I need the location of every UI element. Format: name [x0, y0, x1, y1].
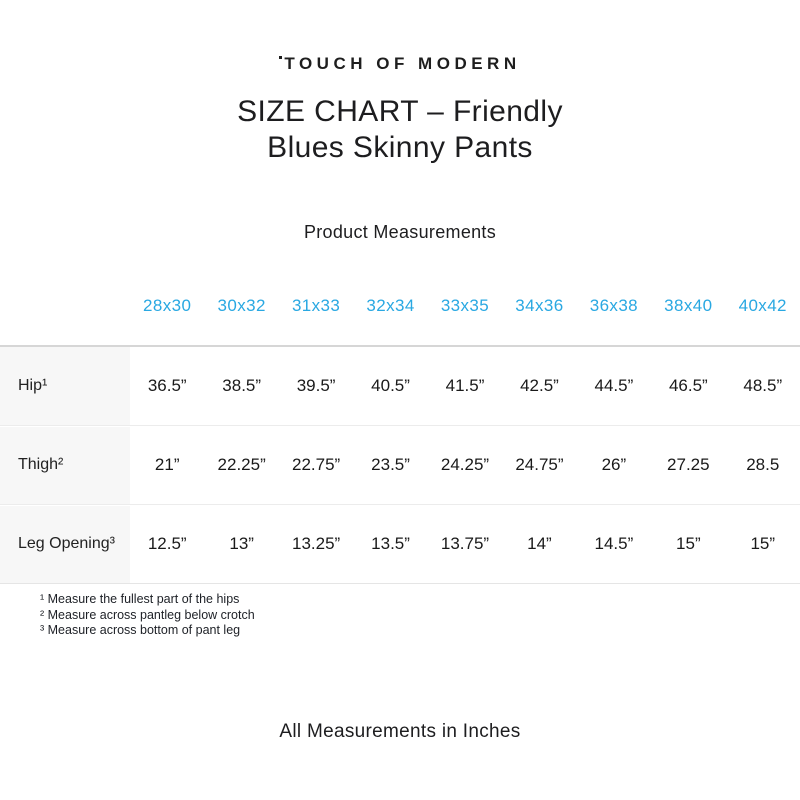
units-note: All Measurements in Inches	[279, 720, 521, 742]
size-chart-page	[0, 54, 800, 800]
measurement-cell: 13.5”	[371, 534, 410, 553]
measurement-cell: 42.5”	[520, 376, 559, 395]
table-subtitle: Product Measurements	[303, 222, 497, 242]
size-column-header-28x30: 28x30	[143, 296, 192, 315]
page-title-line2: Blues Skinny Pants	[267, 131, 533, 164]
footnote-hip: ¹ Measure the fullest part of the hips	[40, 592, 240, 606]
row-label-hip: Hip¹	[0, 347, 130, 425]
logo-tick-icon	[279, 56, 282, 59]
size-column-header-36x38: 36x38	[589, 296, 639, 315]
measurement-cell: 13.75”	[440, 534, 490, 553]
measurement-cell: 48.5”	[743, 376, 783, 395]
size-column-header-34x36: 34x36	[515, 296, 564, 315]
size-column-header-32x34: 32x34	[366, 296, 415, 315]
size-column-header-38x40: 38x40	[664, 296, 713, 315]
brand-logo	[0, 54, 800, 74]
measurement-cell: 13”	[229, 534, 254, 553]
measurement-cell: 46.5”	[668, 376, 708, 395]
table-row-leg-opening	[0, 504, 800, 583]
measurement-cell: 22.25”	[217, 455, 266, 474]
measurement-cell: 24.25”	[440, 455, 490, 474]
measurement-cell: 15”	[676, 534, 701, 553]
measurement-cell: 14.5”	[594, 534, 634, 553]
size-column-header-30x32: 30x32	[217, 296, 266, 315]
measurement-cell: 38.5”	[222, 376, 262, 395]
measurement-cell: 28.5	[746, 455, 780, 474]
measurement-cell: 22.75”	[292, 455, 341, 474]
table-row-thigh	[0, 425, 800, 504]
measurement-cell: 14”	[527, 534, 552, 553]
measurement-cell: 26”	[601, 455, 627, 474]
page-title	[190, 94, 610, 166]
measurement-cell: 24.75”	[515, 455, 564, 474]
size-column-header-33x35: 33x35	[440, 296, 490, 315]
measurement-cell: 12.5”	[147, 534, 187, 553]
measurement-cell: 39.5”	[296, 376, 336, 395]
size-table	[0, 295, 800, 584]
measurement-cell: 40.5”	[371, 376, 410, 395]
measurement-cell: 27.25	[667, 455, 710, 474]
measurement-cell: 15”	[750, 534, 776, 553]
size-header-row	[0, 295, 800, 317]
measurement-cell: 44.5”	[594, 376, 634, 395]
footnote-leg-opening: ³ Measure across bottom of pant leg	[40, 623, 241, 637]
measurement-cell: 41.5”	[445, 376, 485, 395]
measurement-cell: 21”	[154, 455, 180, 474]
row-label-thigh: Thigh²	[0, 427, 130, 504]
size-column-header-31x33: 31x33	[291, 296, 341, 315]
row-label-leg-opening: Leg Opening³	[0, 506, 130, 583]
page-title-line1: SIZE CHART – Friendly	[237, 95, 563, 128]
footnote-thigh: ² Measure across pantleg below crotch	[40, 607, 255, 622]
measurement-cell: 13.25”	[292, 534, 341, 553]
measurement-cell: 23.5”	[371, 455, 410, 474]
brand-logo-text: TOUCH OF MODERN	[284, 54, 521, 73]
table-row-hip	[0, 347, 800, 425]
size-column-header-40x42: 40x42	[738, 296, 787, 315]
footnotes	[40, 592, 800, 639]
measurement-cell: 36.5”	[147, 376, 187, 395]
size-table-body	[0, 345, 800, 584]
